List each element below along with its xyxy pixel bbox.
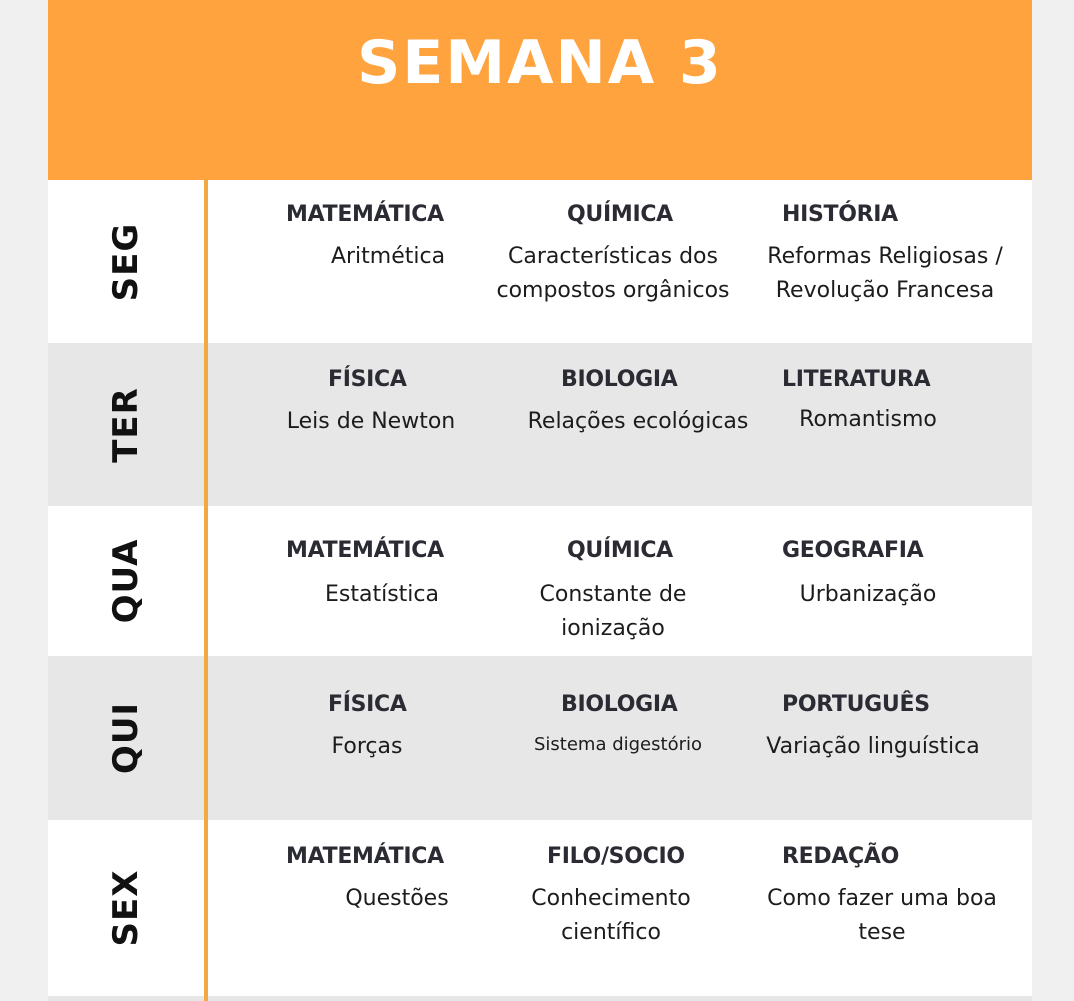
subject-label: GEOGRAFIA bbox=[782, 538, 924, 563]
day-row-qua bbox=[48, 506, 1032, 656]
subject-label: QUÍMICA bbox=[567, 202, 673, 227]
topic-text: Relações ecológicas bbox=[527, 409, 749, 434]
topic-text: Romantismo bbox=[799, 407, 937, 432]
topic-text: Questões bbox=[345, 886, 449, 911]
subject-label: BIOLOGIA bbox=[561, 692, 678, 717]
day-label: SEX bbox=[106, 869, 146, 947]
topic-text: Aritmética bbox=[330, 244, 446, 269]
day-label: QUA bbox=[106, 538, 146, 624]
vertical-divider bbox=[204, 180, 208, 1001]
day-row-seg bbox=[48, 180, 1032, 343]
topic-text: Como fazer uma boa tese bbox=[767, 886, 997, 945]
schedule-page bbox=[48, 0, 1032, 1001]
subject-label: FÍSICA bbox=[328, 692, 407, 717]
day-row-qui bbox=[48, 656, 1032, 820]
topic-text: Sistema digestório bbox=[533, 734, 702, 755]
topic-text: Variação linguística bbox=[766, 734, 980, 759]
subject-label: HISTÓRIA bbox=[782, 202, 898, 227]
day-row-ter bbox=[48, 343, 1032, 506]
topic-text: Forças bbox=[331, 734, 403, 759]
day-label: SEG bbox=[106, 222, 146, 301]
subject-label: MATEMÁTICA bbox=[286, 202, 444, 227]
subject-label: FÍSICA bbox=[328, 367, 407, 392]
topic-text: Urbanização bbox=[799, 582, 937, 607]
subject-label: MATEMÁTICA bbox=[286, 538, 444, 563]
bottom-row-edge bbox=[48, 996, 1032, 1001]
subject-label: LITERATURA bbox=[782, 367, 931, 392]
day-row-sex bbox=[48, 820, 1032, 996]
subject-label: MATEMÁTICA bbox=[286, 844, 444, 869]
subject-label: FILO/SOCIO bbox=[547, 844, 685, 869]
subject-label: BIOLOGIA bbox=[561, 367, 678, 392]
subject-label: QUÍMICA bbox=[567, 538, 673, 563]
topic-text: Estatística bbox=[325, 582, 439, 607]
subject-label: REDAÇÃO bbox=[782, 844, 900, 869]
topic-text: Conhecimento científico bbox=[531, 886, 691, 945]
topic-text: Leis de Newton bbox=[286, 409, 456, 434]
day-label: QUI bbox=[106, 701, 146, 775]
topic-text: Características dos compostos orgânicos bbox=[496, 244, 730, 303]
topic-text: Constante de ionização bbox=[539, 582, 687, 641]
day-label: TER bbox=[106, 386, 146, 463]
header-banner bbox=[48, 0, 1032, 180]
page-title: SEMANA 3 bbox=[357, 28, 723, 98]
subject-label: PORTUGUÊS bbox=[782, 692, 930, 717]
topic-text: Reformas Religiosas / Revolução Francesa bbox=[767, 244, 1003, 303]
